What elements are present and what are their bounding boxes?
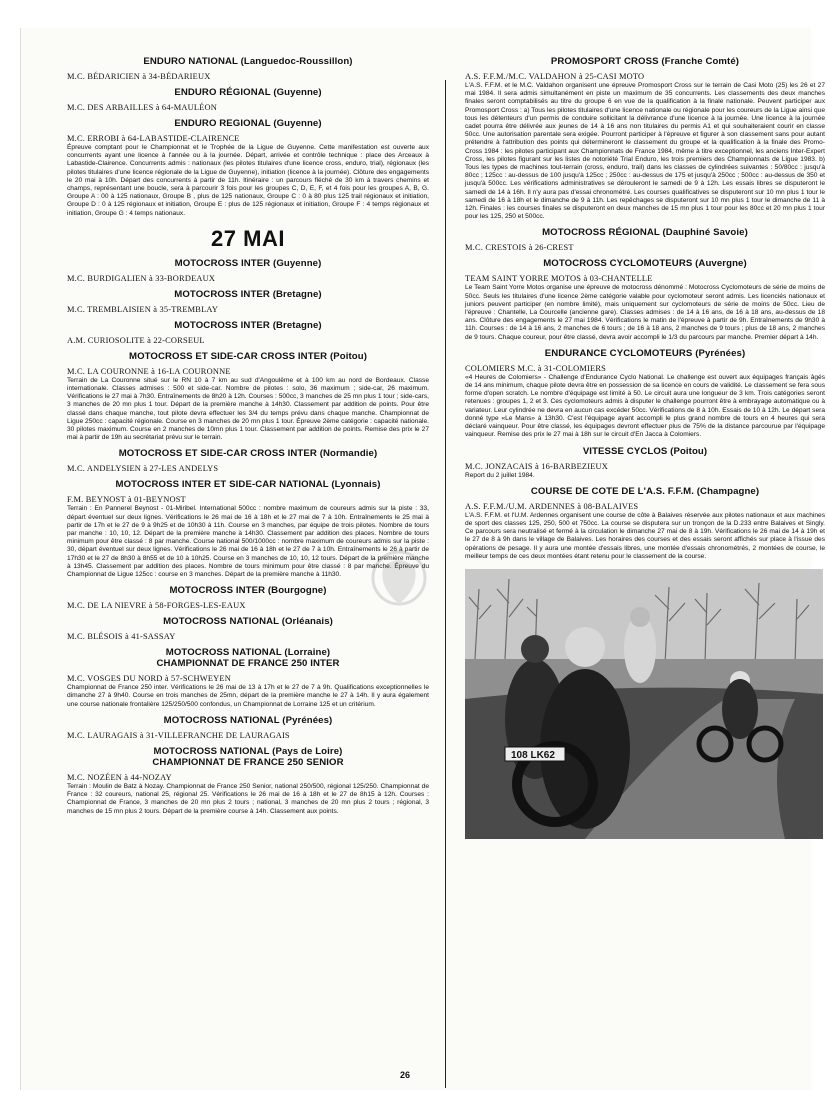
event-section [67, 647, 429, 709]
event-region: (Poitou) [670, 445, 708, 457]
event-title: ENDURO REGIONAL [174, 118, 271, 129]
plate-text: 108 LK62 [511, 749, 555, 761]
event-title: COURSE DE COTE DE L'A.S. F.F.M. [530, 485, 694, 497]
event-heading [67, 448, 429, 459]
event-subtitle: CHAMPIONNAT DE FRANCE 250 INTER [156, 658, 340, 670]
event-section [67, 746, 429, 816]
event-region: (Languedoc-Roussillon) [240, 56, 353, 67]
event-region: (Pays de Loire) [272, 745, 343, 757]
event-club: COLOMIERS M.C. à 31-COLOMIERS [465, 363, 606, 373]
event-club: M.C. VOSGES DU NORD à 57-SCHWEYEN [67, 674, 231, 684]
event-title: MOTOCROSS INTER [174, 319, 270, 331]
event-heading [465, 486, 825, 497]
event-region: (Guyenne) [273, 87, 322, 98]
event-section [67, 715, 429, 740]
event-heading [465, 348, 825, 359]
event-region: (Franche Comté) [661, 56, 740, 67]
event-section [465, 227, 825, 252]
right-sections [465, 56, 825, 561]
event-club: M.C. JONZACAIS à 16-BARBEZIEUX [465, 461, 609, 471]
event-description: Terrain : Moulin de Batz à Nozay. Championnat de France 250 Senior, national 250/500, régional 125/250. Championnat de France : 32 coureurs, national 25, régional 25. Vérifications le 26 mai de 16 à 18h et le 27 de 8h15 à 12h. Courses : Championnat de France, 3 manches de 20 mn plus 2 tours ; national, 3 manches de 20 mn plus 2 tours ; régional, 3 manches de 15 mn plus 2 tours. Départ de la première course à 14h. Classement aux points. [67, 782, 429, 815]
event-heading [67, 118, 429, 129]
event-section [67, 258, 429, 283]
event-section [67, 320, 429, 345]
event-title: VITESSE CYCLOS [582, 445, 668, 457]
event-description: Championnat de France 250 inter. Vérifications le 26 mai de 13 à 17h et le 27 de 7 à 9h. Qualifications exceptionnelles le dimanche 27 à 9h40. Course en trois manches de 25mn, départ de la première manche le 27 à 14h. Il y aura également une course nationale frontalière 125/250/500 confondus, un Championnat de Lorraine 125 et un critérium. [67, 684, 429, 708]
event-title: ENDURANCE CYCLOMOTEURS [544, 347, 693, 359]
event-region: (Pyrénées) [282, 714, 333, 726]
event-region: (Guyenne) [273, 257, 322, 269]
event-description: L'A.S. F.F.M. et l'U.M. Ardennes organisent une course de côte à Balaives réservée aux pilotes nationaux et aux machines de sport des classes 125, 250, 500 et 750cc. La course se disputera sur un tronçon de la D.233 entre Balaives et Singly. Ce parcours sera neutralisé et fermé à la circulation le dimanche 27 mai de 8 à 19h. Vérifications le 26 mai de 14 à 19h et le 27 de 8 à 9h dans le village de Balaives. Les horaires des courses et des essais seront affichés sur place à l'issue des opérations de pesage. Il y aura une montée d'essais libres, une montée d'essais chronométrés, 2 montées de course, le meilleur temps de ces deux montées étant retenu pour le classement de la course. [465, 511, 825, 560]
left-sections-after-date [67, 258, 429, 816]
date-heading: 27 MAI [211, 225, 285, 251]
event-photo [465, 569, 823, 839]
event-region: (Dauphiné Savoie) [662, 227, 748, 239]
column-divider [445, 80, 446, 1088]
event-section [67, 616, 429, 641]
event-heading [67, 56, 429, 67]
event-club: M.C. BÉDARICIEN à 34-BÉDARIEUX [67, 72, 211, 81]
event-section [465, 56, 825, 221]
event-region: (Normandie) [319, 448, 378, 460]
event-title: ENDURO NATIONAL [143, 56, 238, 67]
event-region: (Auvergne) [695, 258, 747, 270]
event-club: TEAM SAINT YORRE MOTOS à 03-CHANTELLE [465, 274, 653, 284]
event-region: (Champagne) [696, 485, 760, 497]
event-title: MOTOCROSS NATIONAL [153, 745, 270, 757]
event-section [67, 118, 429, 218]
event-description: Épreuve comptant pour le Championnat et le Trophée de la Ligue de Guyenne. Cette manifestation est ouverte aux concurrents ayant une licence à l'année ou à la journée. Départ, arrivée et contrôle technique : place des Arceaux à Labastide-Clairence. Concurrents admis : nationaux (les pilotes titulaires d'une licence cross, enduro, trial), régionaux (les pilotes titulaires d'une licence régionale de la Ligue de Guyenne), initiation (licence à la journée). Clôture des engagements le 20 mai à 10h. Départ des concurrents à partir de 11h. Itinéraire : un parcours fléché de 30 km à travers chemins et champs, représentant une boucle, sera à parcourir 3 fois pour les groupes C, D, E, F, et 4 fois pour les groupes A, B, G. Groupe A : 00 à 125 nationaux, Groupe B , plus de 125 nationaux, Groupe C : 0 à 80 plus 125 trail régionaux et initiation, Groupe D : 0 à 125 régionaux et initiation, Groupe E : plus de 125 régionaux et initiation, Groupe F : 4 temps régionaux et initiation, Groupe G : 4 temps nationaux. [67, 144, 429, 217]
event-club: M.C. LAURAGAIS à 31-VILLEFRANCHE DE LAURAGAIS [67, 730, 290, 740]
event-heading [67, 258, 429, 269]
event-club: M.C. DE LA NIEVRE à 58-FORGES-LES-EAUX [67, 601, 246, 611]
magazine-page [20, 28, 825, 1090]
watermark-stamp [369, 548, 429, 614]
event-club: M.C. ERROBI à 64-LABASTIDE-CLAIRENCE [67, 134, 240, 143]
event-heading [67, 87, 429, 98]
event-title: PROMOSPORT CROSS [550, 56, 659, 67]
left-sections-before-date [67, 56, 429, 218]
event-heading [67, 479, 429, 490]
event-heading [67, 289, 429, 300]
event-region: (Poitou) [329, 350, 367, 362]
event-title: MOTOCROSS NATIONAL [163, 714, 280, 726]
event-heading [465, 56, 825, 67]
event-heading [67, 647, 429, 669]
event-club: M.C. CRESTOIS à 26-CREST [465, 243, 574, 253]
event-title: MOTOCROSS ET SIDE-CAR CROSS INTER [128, 350, 328, 362]
event-club: A.S. F.F.M./U.M. ARDENNES à 08-BALAIVES [465, 501, 639, 511]
event-title: MOTOCROSS INTER [174, 257, 271, 269]
event-region: (Bretagne) [272, 319, 322, 331]
event-region: (Guyenne) [273, 118, 322, 129]
page-number: 26 [400, 1070, 411, 1080]
event-club: A.M. CURIOSOLITE à 22-CORSEUL [67, 335, 205, 345]
event-title: MOTOCROSS INTER ET SIDE-CAR NATIONAL [115, 479, 329, 491]
event-description: «4 Heures de Colomiers» - Challenge d'Endurance Cyclo National. Le challenge est ouvert aux équipages français âgés de 14 ans minimum, chaque pilote devra être en possession de sa licence en cours de validité. Le classement se fera sous forme d'open scratch. Le nombre d'équipage est limité à 50. Le circuit aura une longueur de 3 km. Trois catégories seront retenues : groupes 1, 2 et 3. Ces cyclomoteurs admis à disputer le challenge pourront être à embrayage automatique ou à variateur. Leur cylindrée ne devra en aucun cas excéder 50cc. Vérifications de 8 à 10h. Essais de 10 à 12h. Le départ sera donné type «Le Mans» à 13h30. C'est l'équipage ayant accompli le plus grand nombre de tours en 4 heures qui sera déclaré vainqueur. Pour être classé, les équipages devront effectuer plus de 75% de la distance parcourue par l'équipage vainqueur. Remise des prix le 27 mai à 18h sur le circuit d'En Jacca à Colomiers. [465, 373, 825, 439]
event-title: MOTOCROSS RÉGIONAL [542, 227, 660, 239]
event-title: MOTOCROSS NATIONAL [165, 647, 282, 659]
event-heading [67, 715, 429, 726]
event-heading [465, 258, 825, 269]
event-region: (Lorraine) [284, 647, 331, 659]
event-region: (Bretagne) [272, 288, 322, 300]
event-title: MOTOCROSS CYCLOMOTEURS [543, 258, 693, 270]
event-club: M.C. LA COURONNE à 16-LA COURONNE [67, 366, 231, 376]
event-club: M.C. BURDIGALIEN à 33-BORDEAUX [67, 273, 216, 283]
event-section [465, 348, 825, 440]
event-club: M.C. NOZÉEN à 44-NOZAY [67, 772, 172, 782]
event-club: M.C. BLÉSOIS à 41-SASSAY [67, 632, 176, 642]
event-region: (Bourgogne) [267, 585, 327, 597]
event-description: Terrain de La Couronne situé sur le RN 10 à 7 km au sud d'Angoulême et à 100 km au nord de Bordeaux. Classe internationale. Classes admises : 500 et side-car. Nombre de pilotes : solo, 36 maximum ; side-car, 26 maximum. Vérifications le 27 mai à 7h30. Entraînements de 8h20 à 12h. Courses : 500cc, 3 manches de 25 mn plus 1 tour ; side-cars, 3 manches de 20 mn plus 1 tour. Départ de la première manche à 14h30. Classement par addition de points. Pour être classé dans chaque manche, tout pilote devra effectuer les 3/4 du temps prévu dans chaque manche. Championnat de Ligue 250cc : capacité régionale. Course en 3 manches de 20 mn plus 1 tour. Épreuve 2ème catégorie : capacité nationale. 30 pilotes maximum. Course en 2 manches de 10mn plus 1 tour. Classement par addition de points. Remise des prix le 27 mai à partir de 19h au secrétariat prévu sur le terrain. [67, 376, 429, 442]
event-club: M.C. TREMBLAISIEN à 35-TREMBLAY [67, 304, 219, 314]
event-section [465, 486, 825, 561]
event-description: Report du 2 juillet 1984. [465, 471, 535, 479]
event-heading [67, 616, 429, 627]
event-heading [67, 351, 429, 362]
event-heading [465, 227, 825, 238]
race-photo-illustration [465, 569, 823, 839]
event-section [67, 351, 429, 443]
event-title: MOTOCROSS INTER [169, 585, 266, 597]
event-section [465, 258, 825, 341]
event-title: MOTOCROSS INTER [174, 288, 270, 300]
event-section [67, 87, 429, 112]
event-club: A.S. F.F.M./M.C. VALDAHON à 25-CASI MOTO [465, 72, 645, 81]
event-section [67, 448, 429, 473]
event-club: F.M. BEYNOST à 01-BEYNOST [67, 495, 186, 505]
event-section [67, 289, 429, 314]
event-title: ENDURO RÉGIONAL [174, 87, 271, 98]
left-column [67, 50, 429, 822]
event-heading [67, 746, 429, 768]
event-subtitle: CHAMPIONNAT DE FRANCE 250 SENIOR [152, 756, 344, 768]
event-region: (Lyonnais) [331, 479, 381, 491]
event-club: M.C. ANDELYSIEN à 27-LES ANDELYS [67, 464, 219, 474]
event-description: L'A.S. F.F.M. et le M.C. Valdahon organisent une épreuve Promosport Cross sur le terrain de Casi Moto (25) les 26 et 27 mai 1984. Il sera admis simultanément en piste un maximum de 35 concurrents. Les classements des deux manches finales seront comptabilisés au titre du groupe 6 en vue de la qualification à la finale nationale. Peuvent participer aux Promosport Cross : a) Tous les pilotes titulaires d'une licence nationale ou régionale pour les coureurs de la Ligue ainsi que tous les détenteurs d'un permis de conduire sollicitant la délivrance d'une licence à la journée. Une licence à la journée cadet pourra être délivrée aux jeunes de 14 à 16 ans non titulaires du permis A1 et qui souhaiteraient courir en classe 50cc. Une autorisation parentale sera exigée. Pourront participer à l'épreuve et figurer à son classement sans pour autant prétendre à l'attribution des points qui détermineront le classement du groupe et la qualification à la finale des Promo-Cross 1984 : les pilotes participant aux Championnats de France 1984, même à titre exceptionnel, les anciens Inter-Expert Cross, les pilotes figurant sur les listes de notoriété Trial Enduro, les trois premiers des Championnats de Ligue 1983. b) Tous les types de machines tout-terrain (cross, enduro, trail) dans les classes de cylindrées suivantes : 50/80cc : jusqu'à 80cc ; 125cc : au-dessus de 100 jusqu'à 125cc ; 250cc : au-dessus de 175 et jusqu'à 250cc ; 500cc : au-dessus de 350 et jusqu'à 500cc. Les vérifications administratives se dérouleront le samedi de 9 à 12h. Les essais libres se disputeront le samedi de 14 à 16h. Il n'y aura pas d'essai chronométré. Les courses qualificatives se disputeront sur 10 mn plus 1 tour le samedi de 16 à 18h et le dimanche de 9 à 11h. Les repêchages se disputeront sur 10 mn plus 1 tour le dimanche de 11 à 12h. Finales : les courses finales se disputeront en deux manches de 15 mn plus 1 tour pour les 80cc et 20 mn plus 1 tour pour les 125, 250 et 500cc. [465, 82, 825, 221]
event-section [67, 56, 429, 81]
event-region: (Pyrénées) [695, 347, 746, 359]
event-title: MOTOCROSS NATIONAL [163, 616, 279, 628]
event-heading [465, 446, 825, 457]
event-title: MOTOCROSS ET SIDE-CAR CROSS INTER [118, 448, 317, 460]
event-heading [67, 320, 429, 331]
event-section [465, 446, 825, 480]
event-description: Le Team Saint Yorre Motos organise une épreuve de motocross dénommé : Motocross Cyclomoteurs de série de moins de 50cc. Seuls les titulaires d'une licence 2ème catégorie valable pour cyclomoteur seront admis. Les licenciés nationaux et juniors peuvent participer (en nombre limité), mais uniquement sur cyclomoteurs de série de moins de 50cc. Lieu de l'épreuve : Chantelle, La Courcelle (ancienne gare). Classes admises : de 14 à 16 ans, de 16 à 18 ans, au-dessus de 18 ans. Clôture des engagements le 27 mai 1984. Vérifications le matin de l'épreuve à partir de 9h. Entraînements de 9h30 à 11h. Courses : de 14 à 16 ans, 2 manches de 6 tours ; de 16 à 18 ans, 2 manches de 9 tours ; plus de 18 ans, 2 manches de 9 tours. Chaque coureur, pour être classé, devra avoir accompli le 1/3 du parcours par manche. Premier départ à 14h. [465, 284, 825, 341]
event-description: Terrain : En Pannerel Beynost - 01-Miribel. International 500cc : nombre maximum de coureurs admis sur la piste : 33, départ éventuel sur deux lignes. Vérifications le 26 mai de 16 à 18h et le 27 mai de 7 à 10h. Entraînements le 25 mai à partir de 17h et le 27 de 9 à 9h25 et de 10h30 à 11h. Course en 3 manches, par équipe de trois pilotes. Nombre de tours par manche : 10, 10, 12. Départ de la première manche à 14h30. Classement par addition des places. Nombre de tours minimum pour être classé : 8 par manche. Course national 500/1000cc : nombre maximum de coureurs admis sur la piste : 30, départ éventuel sur deux lignes. Vérifications le 26 mai de 16 à 18h et le 27 de 7 à 10h. Entraînements le 26 à partir de 17h30 et le 27 de 8h30 à 8h55 et de 10 à 10h25. Course en 3 manches de 10, 10, 12 tours. Départ de la première manche à 13h45. Classement par addition des places. Nombre de tours minimum pour être classé : 8 par manche. Épreuve du Championnat de Ligue 125cc : course en 3 manches. Départ de la première manche à 11h30. [67, 505, 429, 579]
event-club: M.C. DES ARBAILLES à 64-MAULÉON [67, 103, 217, 112]
right-column [465, 50, 825, 839]
event-region: (Orléanais) [281, 616, 333, 628]
